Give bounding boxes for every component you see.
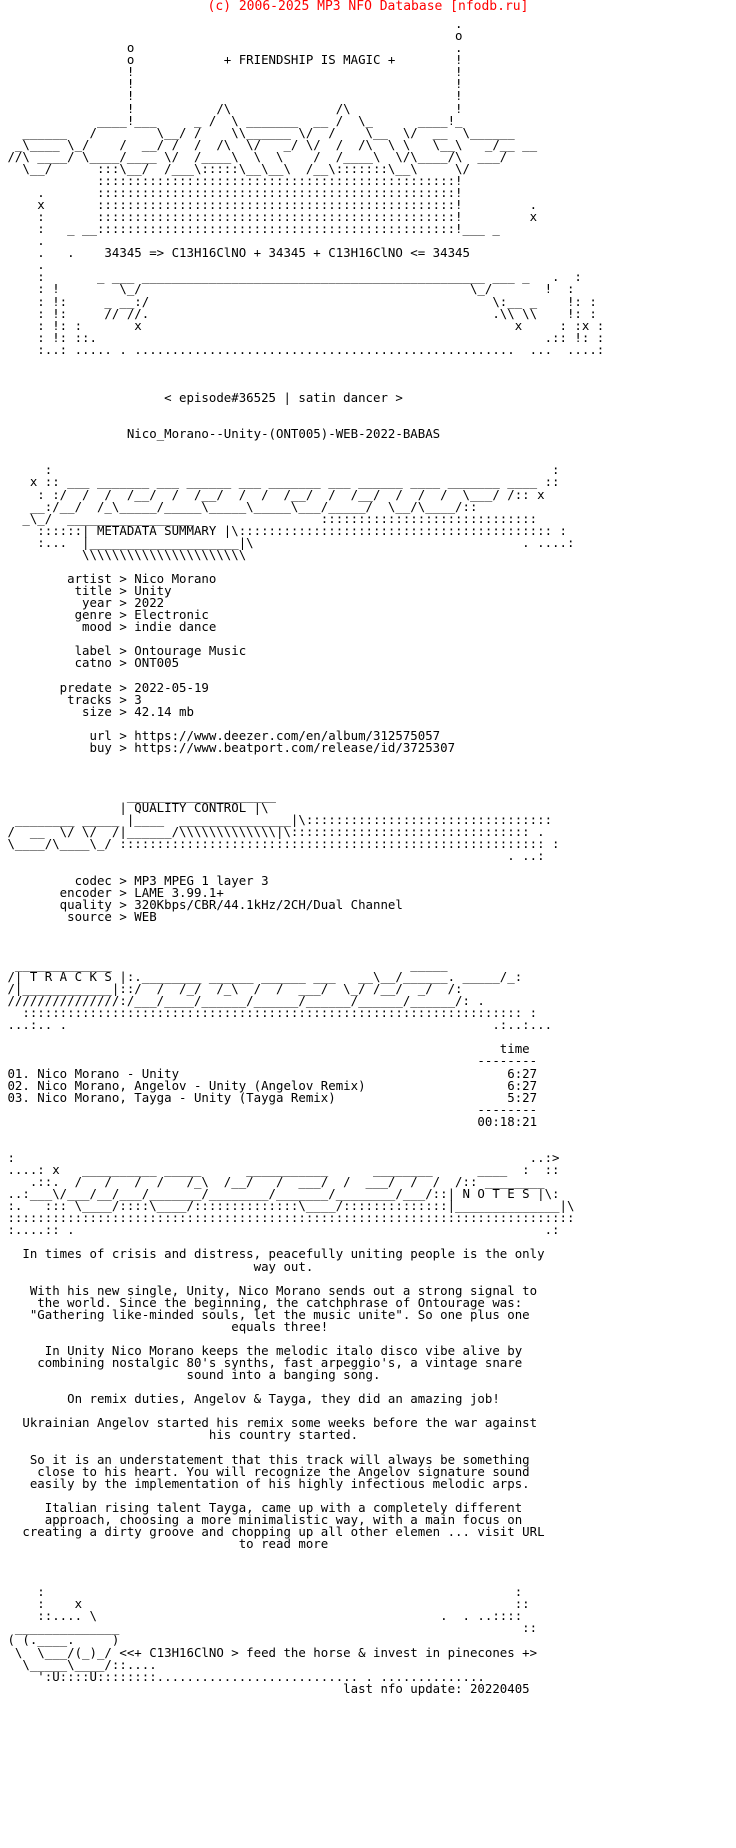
ascii-logo-line: ! ! <box>0 76 463 92</box>
blank-line <box>0 1128 736 1140</box>
notes-paragraph-line: In times of crisis and distress, peacefully uniting people is the only <box>0 1246 545 1262</box>
ascii-logo-line: o <box>0 28 463 44</box>
notes-paragraph-line: Italian rising talent Tayga, came up with a completely different <box>0 1499 523 1515</box>
blank-line <box>0 766 736 778</box>
blank-line <box>0 1562 736 1574</box>
quality-row: source > WEB <box>0 908 157 924</box>
ascii-art-line: ( (.____. ) <box>0 1632 120 1648</box>
ascii-art-line: ...:.. . .:..:... <box>0 1017 553 1033</box>
metadata-row: title > Unity <box>0 583 172 598</box>
blank-line <box>0 935 736 947</box>
blank-line <box>0 368 736 380</box>
ascii-art-line: :... |____________________|\ . ....: <box>0 534 575 550</box>
notes-paragraph-line: way out. <box>0 1258 314 1274</box>
ascii-art-line: ::.... \ . . ..:::: <box>0 1608 523 1624</box>
ascii-art-line: / __ \/ \/ /|______/\\\\\\\\\\\\\|\:::::::::::::::::::::::::::::::: . <box>0 824 545 840</box>
ascii-logo-line: ! /\ /\ ! <box>0 100 463 116</box>
total-time: 00:18:21 <box>0 1113 538 1129</box>
ascii-logo-line: : !: ::. .:: !: : <box>0 329 605 345</box>
ascii-art-line: ::::::::::::::::::::::::::::::::::::::::::::::::::::::::::::::::::: : <box>0 1005 538 1021</box>
ascii-logo-line: : ::::::::::::::::::::::::::::::::::::::::::::::::! x <box>0 209 538 225</box>
ascii-art-line: _____________ _____ <box>0 956 448 972</box>
ascii-logo-line: . <box>0 233 45 249</box>
notes-paragraph-line: creating a dirty groove and chopping up all other elemen ... visit URL <box>0 1523 545 1539</box>
metadata-row: year > 2022 <box>0 595 165 611</box>
metadata-row: mood > indie dance <box>0 619 217 635</box>
notes-paragraph-line: In Unity Nico Morano keeps the melodic italo disco vibe alive by <box>0 1342 523 1358</box>
notes-paragraph-line: So it is an understatement that this track will always be something <box>0 1451 530 1467</box>
ascii-logo-line: : !: _ __:/ \:__ _ !: : <box>0 293 597 309</box>
notes-paragraph-line: close to his heart. You will recognize the Angelov signature sound <box>0 1463 530 1479</box>
notes-paragraph-line: the world. Since the beginning, the catchphrase of Ontourage was: <box>0 1294 523 1310</box>
track-row: 03. Nico Morano, Tayga - Unity (Tayga Remix) 5:27 <box>0 1089 538 1105</box>
ascii-logo-line: . <box>0 16 463 32</box>
ascii-art-line: ':U::::U::::::::........................... . .............. <box>0 1668 485 1684</box>
notes-paragraph-line: easily by the implementation of his highly infectious melodic arps. <box>0 1475 530 1491</box>
ascii-art-line: \____/\____\_/ ::::::::::::::::::::::::::::::::::::::::::::::::::::::::: : <box>0 836 560 852</box>
ascii-logo-line: : !: : x x : :x : <box>0 317 605 333</box>
ascii-logo-line: //\ ____/ \____/____ \/ /____\ \ \ / /____\ \/\____/\ ___/ <box>0 148 515 164</box>
ascii-art-line: :. ::: \____/::::\____/::::::::::::::\____/::::::::::::::|______________|\ <box>0 1198 575 1214</box>
ascii-logo-line: o + FRIENDSHIP IS MAGIC + ! <box>0 52 463 68</box>
quality-row: encoder > LAME 3.99.1+ <box>0 884 224 900</box>
ascii-art-line: .::. / / / / /_\ /__/ / ___/ / ___/ / / /:: ________ <box>0 1174 545 1190</box>
ascii-logo-line: _\____ \_/ / __/ / / /\ \/ _/ \/ / /\ \ \ \__\ _/__ __ <box>0 136 538 152</box>
ascii-logo-line: . <box>0 257 45 273</box>
ascii-logo-line: . . 34345 => C13H16ClNO + 34345 + C13H16ClNO <= 34345 <box>0 245 470 261</box>
metadata-row: artist > Nico Morano <box>0 570 217 586</box>
ascii-art-line: : : <box>0 462 560 478</box>
notes-paragraph-line: sound into a banging song. <box>0 1367 381 1383</box>
track-row: 02. Nico Morano, Angelov - Unity (Angelov Remix) 6:27 <box>0 1077 538 1093</box>
ascii-art-line: __:/__/ /_\_____/_____\_____\_____\___/_____/ \__/\____/:: <box>0 498 485 514</box>
track-row: 01. Nico Morano - Unity 6:27 <box>0 1065 538 1081</box>
blank-line <box>0 404 736 416</box>
metadata-heading: ::::::| METADATA SUMMARY |\:::::::::::::::::::::::::::::::::::::::::: : <box>0 522 567 538</box>
metadata-row: buy > https://www.beatport.com/release/id/3725307 <box>0 739 456 755</box>
ascii-art-line: :::::::::::::::::::::::::::::::::::::::::::::::::::::::::::::::::::::::::::: <box>0 1210 575 1226</box>
blank-line <box>0 356 736 368</box>
ascii-art-line: ______________ :: <box>0 1620 538 1636</box>
ascii-art-line: . ..: <box>0 848 545 864</box>
notes-paragraph-line: Ukrainian Angelov started his remix some weeks before the war against <box>0 1415 538 1431</box>
notes-heading: ..:___\/___/__/___/_______/________/_______/________/___/::| N O T E S |\: <box>0 1186 560 1202</box>
notes-paragraph-line: approach, choosing a more minimalistic way, with a main focus on <box>0 1511 523 1527</box>
ascii-logo-line: ______ / \__/ / \\______ \/ / \__ \/ __ \______ <box>0 124 515 140</box>
ascii-art-line: ____________________ <box>0 788 277 804</box>
nfo-document <box>0 6 736 1695</box>
notes-paragraph-line: to read more <box>0 1535 329 1551</box>
tracks-time-header: time <box>0 1041 530 1057</box>
ascii-art-line: -------- <box>0 1053 538 1069</box>
metadata-row: label > Ontourage Music <box>0 643 247 659</box>
ascii-art-line: ///////////////:/___/____/______/______/______/______/______/: . <box>0 993 485 1009</box>
ascii-art-line: : : <box>0 1584 523 1600</box>
ascii-logo-line: ! ! <box>0 64 463 80</box>
notes-paragraph-line: "Gathering like-minded souls, let the music unite". So one plus one <box>0 1306 530 1322</box>
ascii-logo-line: :..: ..... . ................................................... ... ....: <box>0 341 605 357</box>
ascii-logo-line: : ! \_/ \_/ ! : <box>0 281 575 297</box>
metadata-row: catno > ONT005 <box>0 655 180 671</box>
ascii-art-line: ________ _____ |____ _______________|\::::::::::::::::::::::::::::::::: <box>0 812 553 828</box>
ascii-art-line: ....: x __________ _____ ___________ ________ ____ : :: <box>0 1162 560 1177</box>
metadata-row: tracks > 3 <box>0 691 142 707</box>
notes-paragraph-line: combining nostalgic 80's synths, fast arpeggio's, a vintage snare <box>0 1355 523 1370</box>
blank-line <box>0 754 736 766</box>
quality-row: codec > MP3 MPEG 1 layer 3 <box>0 872 269 888</box>
blank-line <box>0 923 736 935</box>
release-name: Nico_Morano--Unity-(ONT005)-WEB-2022-BABAS <box>0 426 441 442</box>
blank-line <box>0 1550 736 1562</box>
ascii-logo-line: ____!___ _ / \ _______ __ / \_ ____!_ <box>0 112 463 128</box>
ascii-art-line: : ..:> <box>0 1149 560 1165</box>
ascii-art-line: \\\\\\\\\\\\\\\\\\\\\\ <box>0 546 247 562</box>
ascii-logo-line: ::::::::::::::::::::::::::::::::::::::::::::::::! <box>0 172 463 188</box>
ascii-art-line: : :/ / / /__/ / /__/ / / /__/ / /__/ / / / \___/ /:: x <box>0 486 545 502</box>
ascii-logo-line: : !: // //. .\\ \\ !: : <box>0 305 597 321</box>
episode-line: < episode#36525 | satin dancer > <box>0 390 403 405</box>
tracks-heading: /| T R A C K S |:.________ ______ ______ ___ __\__/______. _____/_: <box>0 969 523 984</box>
ascii-art-line: :....:: . .: <box>0 1222 560 1238</box>
notes-paragraph-line: equals three! <box>0 1318 329 1334</box>
ascii-logo-line: \__/ :::\__/ /___\:::::\__\__\ /__\:::::::\__\ \/ <box>0 160 485 176</box>
notes-paragraph-line: On remix duties, Angelov & Tayga, they did an amazing job! <box>0 1391 500 1407</box>
ascii-art-line: -------- <box>0 1101 538 1117</box>
notes-paragraph-line: With his new single, Unity, Nico Morano sends out a strong signal to <box>0 1282 538 1298</box>
metadata-row: url > https://www.deezer.com/en/album/312575057 <box>0 727 441 743</box>
ascii-logo-line: : _ __::::::::::::::::::::::::::::::::::::::::::::::::!___ _ <box>0 221 500 237</box>
metadata-row: genre > Electronic <box>0 607 209 623</box>
ascii-logo-line: o . <box>0 40 463 56</box>
last-update: last nfo update: 20220405 <box>0 1680 530 1696</box>
blank-line <box>0 440 736 452</box>
ascii-art-line: \_____\____/::.... <box>0 1656 157 1672</box>
site-header[interactable]: (c) 2006-2025 MP3 NFO Database [nfodb.ru] <box>207 0 529 14</box>
quality-row: quality > 320Kbps/CBR/44.1kHz/2CH/Dual Channel <box>0 896 403 912</box>
ascii-logo-line: : _ ___ ______________________________________________ ___ _ . : <box>0 269 582 285</box>
ascii-art-line: _\_/ _________________ ::::::::::::::::::::::::::::: <box>0 510 538 526</box>
metadata-row: size > 42.14 mb <box>0 703 194 719</box>
metadata-row: predate > 2022-05-19 <box>0 679 209 695</box>
quality-heading: | QUALITY CONTROL |\ <box>0 800 269 816</box>
ascii-logo-line: x ::::::::::::::::::::::::::::::::::::::::::::::::! . <box>0 197 538 212</box>
footer-tagline: \ \___/(_)_/ <<+ C13H16ClNO > feed the horse & invest in pinecones +> <box>0 1644 538 1660</box>
ascii-art-line: : x :: <box>0 1596 530 1612</box>
ascii-logo-line: . ::::::::::::::::::::::::::::::::::::::::::::::::! <box>0 184 463 200</box>
ascii-art-line: /|____________|::/ / /_/ /_\ / / ___/ \_/ /__/ _/ /: <box>0 981 463 997</box>
notes-paragraph-line: his country started. <box>0 1427 359 1443</box>
ascii-art-line: x :: ___ _______ ___ ______ ___ _______ ___ ______ ____ _______ ____ :: <box>0 474 560 490</box>
ascii-logo-line: ! ! <box>0 88 463 104</box>
